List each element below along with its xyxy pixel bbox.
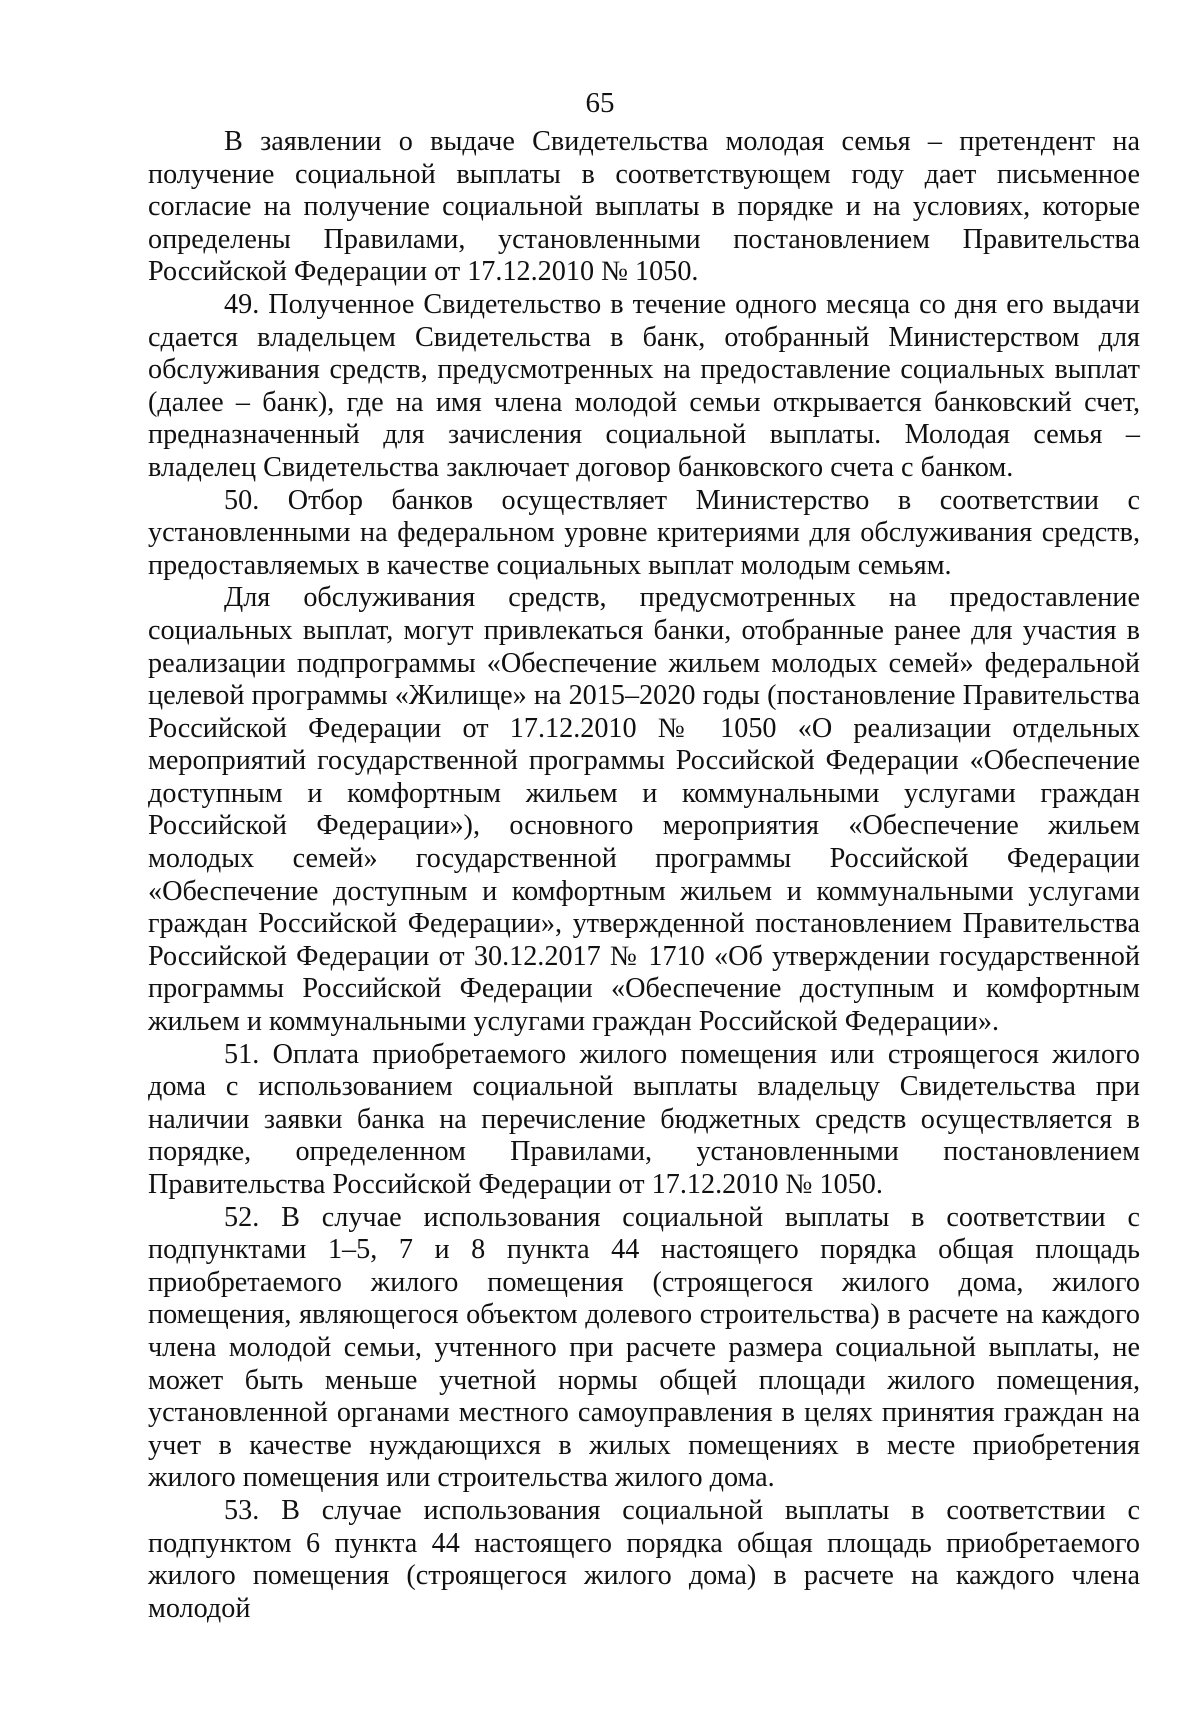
paragraph-53: 53. В случае использования социальной выплаты в соответствии с подпунктом 6 пункта 44 настоящего порядка общая площадь приобретаемого жилого помещения (строящегося жилого дома) в расчете на каждого члена молодой: [148, 1494, 1140, 1624]
document-body: [148, 126, 1140, 1625]
paragraph-50-continued: Для обслуживания средств, предусмотренных на предоставление социальных выплат, могут привлекаться банки, отобранные ранее для участия в реализации подпрограммы «Обеспечение жильем молодых семей» федеральной целевой программы «Жилище» на 2015–2020 годы (постановление Правительства Российской Федерации от 17.12.2010 № 1050 «О реализации отдельных мероприятий государственной программы Российской Федерации «Обеспечение доступным и комфортным жильем и коммунальными услугами граждан Российской Федерации»), основного мероприятия «Обеспечение жильем молодых семей» государственной программы Российской Федерации «Обеспечение доступным и комфортным жильем и коммунальными услугами граждан Российской Федерации», утвержденной постановлением Правительства Российской Федерации от 30.12.2017 № 1710 «Об утверждении государственной программы Российской Федерации «Обеспечение доступным и комфортным жильем и коммунальными услугами граждан Российской Федерации».: [148, 582, 1140, 1038]
paragraph-49: 49. Полученное Свидетельство в течение одного месяца со дня его выдачи сдается владельцем Свидетельства в банк, отобранный Министерством для обслуживания средств, предусмотренных на предоставление социальных выплат (далее – банк), где на имя члена молодой семьи открывается банковский счет, предназначенный для зачисления социальной выплаты. Молодая семья – владелец Свидетельства заключает договор банковского счета с банком.: [148, 288, 1140, 483]
paragraph-52: 52. В случае использования социальной выплаты в соответствии с подпунктами 1–5, 7 и 8 пункта 44 настоящего порядка общая площадь приобретаемого жилого помещения (строящегося жилого дома, жилого помещения, являющегося объектом долевого строительства) в расчете на каждого члена молодой семьи, учтенного при расчете размера социальной выплаты, не может быть меньше учетной нормы общей площади жилого помещения, установленной органами местного самоуправления в целях принятия граждан на учет в качестве нуждающихся в жилых помещениях в месте приобретения жилого помещения или строительства жилого дома.: [148, 1201, 1140, 1494]
paragraph-intro: В заявлении о выдаче Свидетельства молодая семья – претендент на получение социальной выплаты в соответствующем году дает письменное согласие на получение социальной выплаты в порядке и на условиях, которые определены Правилами, установленными постановлением Правительства Российской Федерации от 17.12.2010 № 1050.: [148, 126, 1140, 288]
page-number: 65: [585, 87, 615, 119]
paragraph-51: 51. Оплата приобретаемого жилого помещения или строящегося жилого дома с использованием социальной выплаты владельцу Свидетельства при наличии заявки банка на перечисление бюджетных средств осуществляется в порядке, определенном Правилами, установленными постановлением Правительства Российской Федерации от 17.12.2010 № 1050.: [148, 1038, 1140, 1200]
paragraph-50: 50. Отбор банков осуществляет Министерство в соответствии с установленными на федеральном уровне критериями для обслуживания средств, предоставляемых в качестве социальных выплат молодым семьям.: [148, 484, 1140, 581]
